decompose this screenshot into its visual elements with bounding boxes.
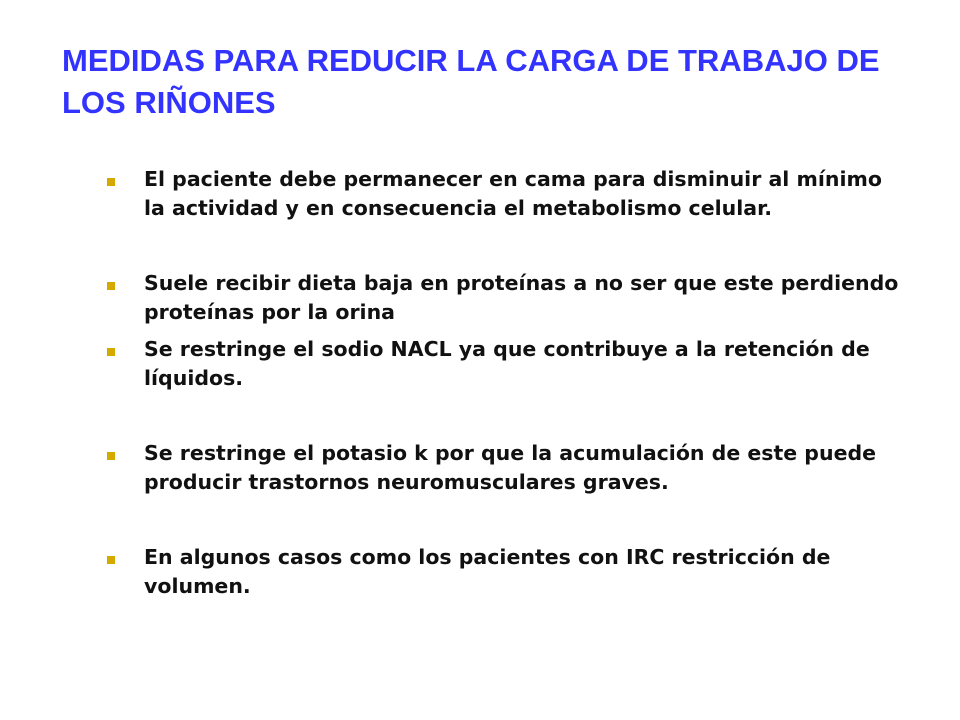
square-bullet-icon [107,556,115,564]
bullet-item [104,335,904,393]
bullet-item [104,165,904,223]
bullet-text: Se restringe el sodio NACL ya que contribuye a la retención de líquidos. [144,337,870,390]
square-bullet-icon [107,178,115,186]
bullet-text: Suele recibir dieta baja en proteínas a no ser que este perdiendo proteínas por la orina [144,271,899,324]
bullet-item [104,269,904,327]
square-bullet-icon [107,452,115,460]
bullet-list [104,165,904,601]
bullet-item [104,439,904,497]
slide-title: MEDIDAS PARA REDUCIR LA CARGA DE TRABAJO DE LOS RIÑONES [62,43,880,120]
bullet-text: En algunos casos como los pacientes con IRC restricción de volumen. [144,545,831,598]
square-bullet-icon [107,282,115,290]
bullet-item [104,543,904,601]
bullet-text: Se restringe el potasio k por que la acumulación de este puede producir trastornos neuromusculares graves. [144,441,877,494]
square-bullet-icon [107,348,115,356]
bullet-text: El paciente debe permanecer en cama para disminuir al mínimo la actividad y en consecuencia el metabolismo celular. [144,167,882,220]
